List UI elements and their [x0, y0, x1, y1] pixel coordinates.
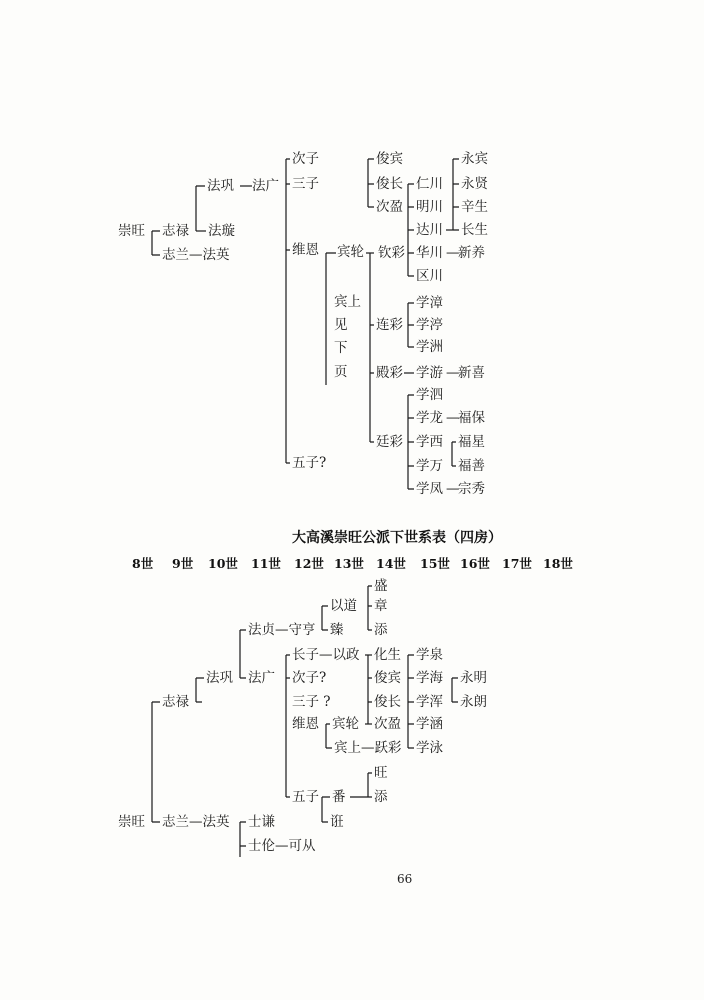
name-xinsheng: 辛生: [461, 199, 488, 215]
name-zhilu: 志禄: [162, 694, 189, 710]
name-xueyong: 学泳: [416, 740, 443, 756]
name-xuelong: 学龙: [416, 410, 443, 426]
name-tian: 添: [374, 622, 388, 638]
generation-label: 12世: [294, 556, 324, 571]
name-ciying: 次盈: [374, 716, 401, 732]
name-mingchuan: 明川: [416, 199, 443, 215]
name-chongwang: 崇旺: [118, 223, 145, 239]
name-faguang: 法广: [248, 670, 275, 686]
name-liancai: 连彩: [376, 317, 403, 333]
name-xuezhang: 学漳: [416, 295, 443, 311]
name-changsheng: 长生: [461, 222, 488, 238]
name-ban: 诳: [330, 814, 344, 830]
name-xuehun: 学浑: [416, 694, 443, 710]
name-xuesi: 学泗: [416, 387, 443, 403]
name-binshang-yuecai: 宾上—跃彩: [334, 740, 402, 756]
name-zhilan-faying: 志兰—法英: [162, 247, 230, 263]
connector-dash: —: [446, 410, 460, 426]
note-see-below-4: 页: [334, 364, 348, 380]
name-xinxi: 新喜: [458, 365, 485, 381]
name-weien: 维恩: [292, 716, 319, 732]
name-junbin: 俊宾: [374, 670, 401, 686]
generation-label: 17世: [502, 556, 532, 571]
connector-dash: —: [446, 365, 460, 381]
name-yidao: 以道: [330, 598, 357, 614]
generation-label: 13世: [334, 556, 364, 571]
name-ciying: 次盈: [376, 199, 403, 215]
name-quchuan: 区川: [416, 268, 443, 284]
name-xuehan: 学涵: [416, 716, 443, 732]
name-qincai: 钦彩: [378, 245, 405, 261]
name-shiqian: 士谦: [248, 814, 275, 830]
name-tian-2: 添: [374, 789, 388, 805]
generation-label: 15世: [420, 556, 450, 571]
name-zhen: 臻: [330, 622, 344, 638]
name-xuefeng: 学凤: [416, 481, 443, 497]
name-weien: 维恩: [292, 242, 319, 258]
connector-dash: —: [446, 481, 460, 497]
name-xueting: 学渟: [416, 317, 443, 333]
name-yongxian: 永贤: [461, 176, 488, 192]
name-cizi: 次子: [292, 151, 319, 167]
generation-label: 16世: [460, 556, 490, 571]
name-yongming: 永明: [460, 670, 487, 686]
name-fushan: 福善: [458, 458, 485, 474]
name-dachuan: 达川: [416, 222, 443, 238]
name-zhilu: 志禄: [162, 223, 189, 239]
name-fagong: 法巩: [206, 670, 233, 686]
name-sanzi: 三子 ?: [292, 694, 331, 710]
generation-label: 8世: [132, 556, 154, 571]
note-see-below-3: 下: [334, 340, 348, 356]
name-renchuan: 仁川: [416, 176, 443, 192]
name-tingcai: 廷彩: [376, 434, 403, 450]
name-xuehai: 学海: [416, 670, 443, 686]
name-wuzi: 五子?: [292, 455, 327, 471]
name-fuxing: 福星: [458, 434, 485, 450]
name-wuzi: 五子: [292, 789, 319, 805]
name-huasheng: 化生: [374, 647, 401, 663]
name-diancai: 殿彩: [376, 365, 403, 381]
name-wang: 旺: [374, 765, 388, 781]
name-huachuan: 华川: [416, 245, 443, 261]
name-zongxiu: 宗秀: [458, 481, 485, 497]
name-fan: 番: [332, 789, 346, 805]
name-changzi-yizheng: 长子—以政: [292, 647, 360, 663]
name-xuexi: 学西: [416, 434, 443, 450]
name-xuewan: 学万: [416, 458, 443, 474]
generation-label: 18世: [543, 556, 573, 571]
name-binlun: 宾轮: [337, 244, 364, 260]
name-junzhang: 俊长: [374, 694, 401, 710]
name-fubao: 福保: [458, 410, 485, 426]
name-fazhen-shouheng: 法贞—守亨: [248, 622, 316, 638]
name-yonglang: 永朗: [460, 694, 487, 710]
name-faxuan: 法璇: [208, 223, 235, 239]
generation-label: 9世: [172, 556, 194, 571]
table-title: 大高溪崇旺公派下世系表（四房）: [292, 530, 502, 546]
name-yongbin: 永宾: [461, 151, 488, 167]
note-see-below-1: 宾上: [334, 294, 361, 310]
name-xinyang: 新养: [458, 245, 485, 261]
name-faguang: 法广: [252, 178, 279, 194]
name-junbin: 俊宾: [376, 151, 403, 167]
name-cizi: 次子?: [292, 670, 327, 686]
name-sanzi: 三子: [292, 176, 319, 192]
name-zhang: 章: [374, 598, 388, 614]
name-xueyou: 学游: [416, 365, 443, 381]
name-sheng: 盛: [374, 578, 388, 594]
generation-label: 11世: [251, 556, 281, 571]
connector-dash: —: [446, 245, 460, 261]
generation-label: 14世: [376, 556, 406, 571]
name-fagong: 法巩: [207, 178, 234, 194]
page-number: 66: [397, 872, 413, 886]
name-shilun-kecong: 士伦—可从: [248, 838, 316, 854]
name-binlun: 宾轮: [332, 716, 359, 732]
name-xuequan: 学泉: [416, 647, 443, 663]
name-junzhang: 俊长: [376, 176, 403, 192]
note-see-below-2: 见: [334, 317, 348, 333]
name-chongwang: 崇旺: [118, 814, 145, 830]
name-zhilan-faying: 志兰—法英: [162, 814, 230, 830]
name-xuezhou: 学洲: [416, 339, 443, 355]
generation-label: 10世: [208, 556, 238, 571]
